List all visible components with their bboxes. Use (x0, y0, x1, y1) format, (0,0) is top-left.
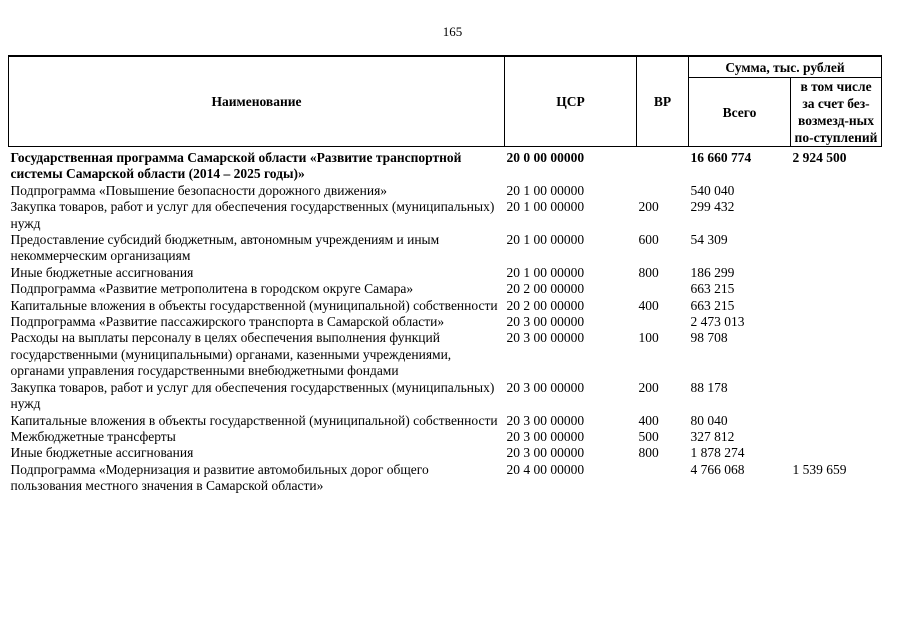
row-csr-cell: 20 1 00 00000 (506, 264, 585, 280)
row-csr-cell: 20 3 00 00000 (506, 428, 585, 444)
table-row (9, 281, 882, 297)
row-name-cell: Предоставление субсидий бюджетным, автономным учреждениям и иным некоммерческим организациям (10, 232, 440, 264)
row-vr-cell (637, 281, 689, 297)
header-vr: ВР (637, 56, 689, 147)
row-total-cell: 186 299 (690, 264, 735, 280)
row-vr-cell (637, 183, 689, 199)
row-total-cell: 2 473 013 (690, 314, 745, 330)
row-total-cell: 54 309 (690, 232, 728, 248)
row-name-cell: Расходы на выплаты персоналу в целях обеспечения выполнения функций государственными (муниципальными) органами, казенными учреждениями, органами управления государственными внебюджетными фондами (10, 330, 452, 379)
row-including-cell (791, 281, 882, 297)
row-vr-cell: 800 (638, 445, 659, 461)
table-row (9, 380, 882, 413)
table-row (9, 413, 882, 429)
row-csr-cell: 20 3 00 00000 (506, 379, 585, 395)
row-total-cell: 4 766 068 (690, 461, 745, 477)
row-including-cell (791, 298, 882, 314)
table-row (9, 330, 882, 379)
row-vr-cell: 200 (638, 199, 659, 215)
row-name-cell: Закупка товаров, работ и услуг для обеспечения государственных (муниципальных) нужд (10, 379, 495, 412)
row-csr-cell: 20 3 00 00000 (506, 314, 585, 330)
row-name-cell: Капитальные вложения в объекты государственной (муниципальной) собственности (10, 297, 498, 313)
row-name-cell: Межбюджетные трансферты (10, 428, 176, 444)
row-vr-cell: 500 (638, 428, 659, 444)
row-name-cell: Капитальные вложения в объекты государственной (муниципальной) собственности (10, 412, 498, 428)
table-row (9, 429, 882, 445)
row-including-cell (791, 330, 882, 379)
row-including-cell (791, 380, 882, 413)
table-row (9, 147, 882, 183)
row-total-cell: 80 040 (690, 412, 728, 428)
row-including-cell (791, 199, 882, 232)
table-header (9, 56, 882, 147)
row-total-cell: 98 708 (690, 330, 728, 346)
row-including-cell (791, 429, 882, 445)
budget-table (8, 55, 882, 495)
table-row (9, 199, 882, 232)
table-row (9, 445, 882, 461)
row-csr-cell: 20 2 00 00000 (506, 297, 585, 313)
row-csr-cell: 20 2 00 00000 (506, 281, 585, 297)
row-csr-cell: 20 4 00 00000 (506, 461, 585, 477)
header-including: в том числе за счет без-возмезд-ных по-ступлений (791, 78, 882, 147)
row-total-cell: 327 812 (690, 428, 735, 444)
row-total-cell: 540 040 (690, 182, 735, 198)
row-name-cell: Подпрограмма «Развитие пассажирского транспорта в Самарской области» (10, 314, 445, 330)
row-name-cell: Закупка товаров, работ и услуг для обеспечения государственных (муниципальных) нужд (10, 199, 495, 231)
row-including-cell (791, 183, 882, 199)
row-including-cell: 1 539 659 (792, 461, 847, 477)
table-row (9, 183, 882, 199)
row-total-cell: 88 178 (690, 379, 728, 395)
table-row (9, 462, 882, 495)
row-vr-cell: 400 (638, 297, 659, 313)
row-including-cell: 2 924 500 (792, 150, 847, 165)
row-including-cell (791, 445, 882, 461)
row-vr-cell: 200 (638, 379, 659, 395)
row-total-cell: 663 215 (690, 281, 735, 297)
row-name-cell: Подпрограмма «Модернизация и развитие автомобильных дорог общего пользования местного значения в Самарской области» (10, 461, 429, 494)
row-including-cell (791, 232, 882, 265)
row-vr-cell (637, 147, 689, 183)
table-row (9, 232, 882, 265)
row-total-cell: 16 660 774 (690, 150, 752, 165)
row-csr-cell: 20 0 00 00000 (506, 150, 585, 165)
row-including-cell (791, 314, 882, 330)
row-name-cell: Иные бюджетные ассигнования (10, 445, 194, 461)
row-name-cell: Иные бюджетные ассигнования (10, 264, 194, 280)
header-total: Всего (689, 78, 791, 147)
table-row (9, 314, 882, 330)
row-vr-cell: 600 (638, 232, 659, 248)
row-including-cell (791, 265, 882, 281)
row-vr-cell (637, 462, 689, 495)
row-csr-cell: 20 3 00 00000 (506, 330, 585, 346)
header-csr: ЦСР (505, 56, 637, 147)
row-csr-cell: 20 1 00 00000 (506, 199, 585, 215)
row-total-cell: 1 878 274 (690, 445, 745, 461)
row-name-cell: Подпрограмма «Повышение безопасности дорожного движения» (10, 182, 388, 198)
table-row (9, 265, 882, 281)
row-name-cell: Государственная программа Самарской области «Развитие транспортной системы Самарской области (2014 – 2025 годы)» (10, 150, 462, 182)
row-vr-cell: 800 (638, 264, 659, 280)
row-csr-cell: 20 1 00 00000 (506, 182, 585, 198)
row-csr-cell: 20 3 00 00000 (506, 412, 585, 428)
row-vr-cell (637, 314, 689, 330)
table-body (9, 147, 882, 495)
row-vr-cell: 100 (638, 330, 659, 346)
row-csr-cell: 20 1 00 00000 (506, 232, 585, 248)
row-total-cell: 663 215 (690, 297, 735, 313)
header-amount-group: Сумма, тыс. рублей (689, 56, 882, 78)
table-row (9, 298, 882, 314)
row-name-cell: Подпрограмма «Развитие метрополитена в городском округе Самара» (10, 281, 414, 297)
row-including-cell (791, 413, 882, 429)
header-name: Наименование (9, 56, 505, 147)
row-vr-cell: 400 (638, 412, 659, 428)
row-total-cell: 299 432 (690, 199, 735, 215)
page-number: 165 (442, 24, 463, 39)
row-csr-cell: 20 3 00 00000 (506, 445, 585, 461)
